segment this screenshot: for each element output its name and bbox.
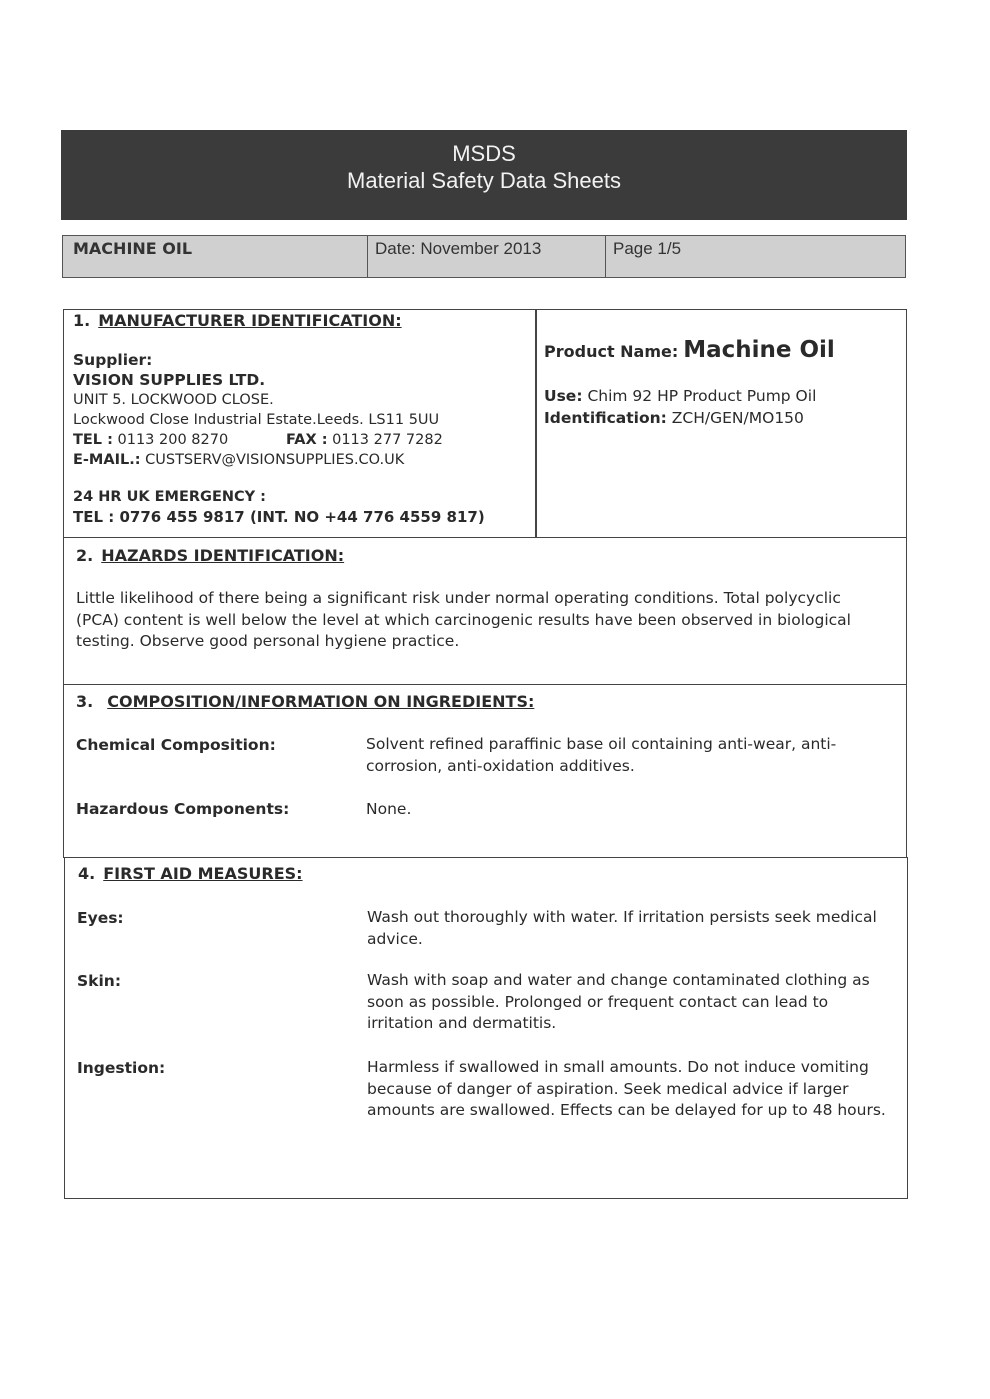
ingestion-label: Ingestion: — [77, 1059, 166, 1077]
section-2-heading — [76, 546, 344, 566]
email-label: E-MAIL.: — [73, 452, 141, 468]
telephone — [73, 430, 228, 450]
section-3-heading — [76, 692, 534, 712]
address-line-1: UNIT 5. LOCKWOOD CLOSE. — [73, 392, 274, 408]
section-3-number: 3. — [76, 692, 94, 711]
fax-label: FAX : — [286, 432, 328, 448]
eyes-value: Wash out thoroughly with water. If irritation persists seek medical advice. — [367, 908, 877, 948]
email-value: CUSTSERV@VISIONSUPPLIES.CO.UK — [140, 452, 405, 468]
fax — [286, 430, 443, 450]
product-cell — [63, 236, 368, 277]
product-name-value: Machine Oil — [683, 337, 835, 363]
ingestion-value: Harmless if swallowed in small amounts. Do not induce vomiting because of danger of aspiration. Seek medical advice if larger amounts are swallowed. Effects can be delayed for up to 48 hours. — [367, 1058, 886, 1119]
tel-label: TEL : — [73, 432, 113, 448]
product-name — [544, 337, 835, 365]
section-4-title: FIRST AID MEASURES: — [103, 864, 303, 883]
emergency-label: 24 HR UK EMERGENCY : — [73, 489, 266, 505]
emergency-telephone: TEL : 0776 455 9817 (INT. NO +44 776 4559 817) — [73, 508, 485, 526]
section-1-heading — [73, 311, 402, 331]
hazardous-components-value: None. — [366, 800, 412, 818]
banner-title: MSDS — [452, 141, 516, 166]
identification-label: Identification: — [544, 409, 667, 427]
section-4-heading — [78, 864, 303, 884]
supplier-label: Supplier: — [73, 351, 153, 369]
product-title: MACHINE OIL — [73, 239, 193, 258]
section-4-number: 4. — [78, 864, 96, 883]
tel-value: 0113 200 8270 — [112, 432, 229, 448]
company-name: VISION SUPPLIES LTD. — [73, 371, 266, 389]
section-2-number: 2. — [76, 546, 94, 565]
eyes-label: Eyes: — [77, 909, 124, 927]
document-date: Date: November 2013 — [375, 239, 542, 258]
banner-subtitle: Material Safety Data Sheets — [347, 168, 621, 193]
fax-value: 0113 277 7282 — [327, 432, 443, 448]
hazards-text: Little likelihood of there being a significant risk under normal operating conditions. Total polycyclic (PCA) content is well below the level at which carcinogenic results have been observed in biological testing. Observe good personal hygiene practice. — [76, 589, 851, 650]
date-cell — [368, 236, 606, 277]
identification-value: ZCH/GEN/MO150 — [666, 409, 804, 427]
document-info-bar — [62, 235, 906, 278]
page-number: Page 1/5 — [613, 239, 682, 258]
product-use — [544, 386, 816, 406]
chemical-composition-value: Solvent refined paraffinic base oil containing anti-wear, anti-corrosion, anti-oxidation additives. — [366, 735, 837, 775]
skin-label: Skin: — [77, 972, 122, 990]
hazardous-components-label: Hazardous Components: — [76, 800, 290, 818]
msds-banner — [61, 130, 907, 220]
section-3-title: COMPOSITION/INFORMATION ON INGREDIENTS: — [107, 692, 535, 711]
product-name-label: Product Name: — [544, 342, 679, 361]
use-label: Use: — [544, 387, 583, 405]
email — [73, 450, 404, 470]
section-1-number: 1. — [73, 311, 91, 330]
address-line-2: Lockwood Close Industrial Estate.Leeds. LS11 5UU — [73, 412, 440, 428]
page-cell — [606, 236, 905, 277]
skin-value: Wash with soap and water and change contaminated clothing as soon as possible. Prolonged or frequent contact can lead to irritation and dermatitis. — [367, 971, 870, 1032]
section-1-title: MANUFACTURER IDENTIFICATION: — [98, 311, 402, 330]
product-identification — [544, 408, 804, 428]
use-value: Chim 92 HP Product Pump Oil — [582, 387, 817, 405]
chemical-composition-label: Chemical Composition: — [76, 736, 276, 754]
section-2-title: HAZARDS IDENTIFICATION: — [101, 546, 345, 565]
